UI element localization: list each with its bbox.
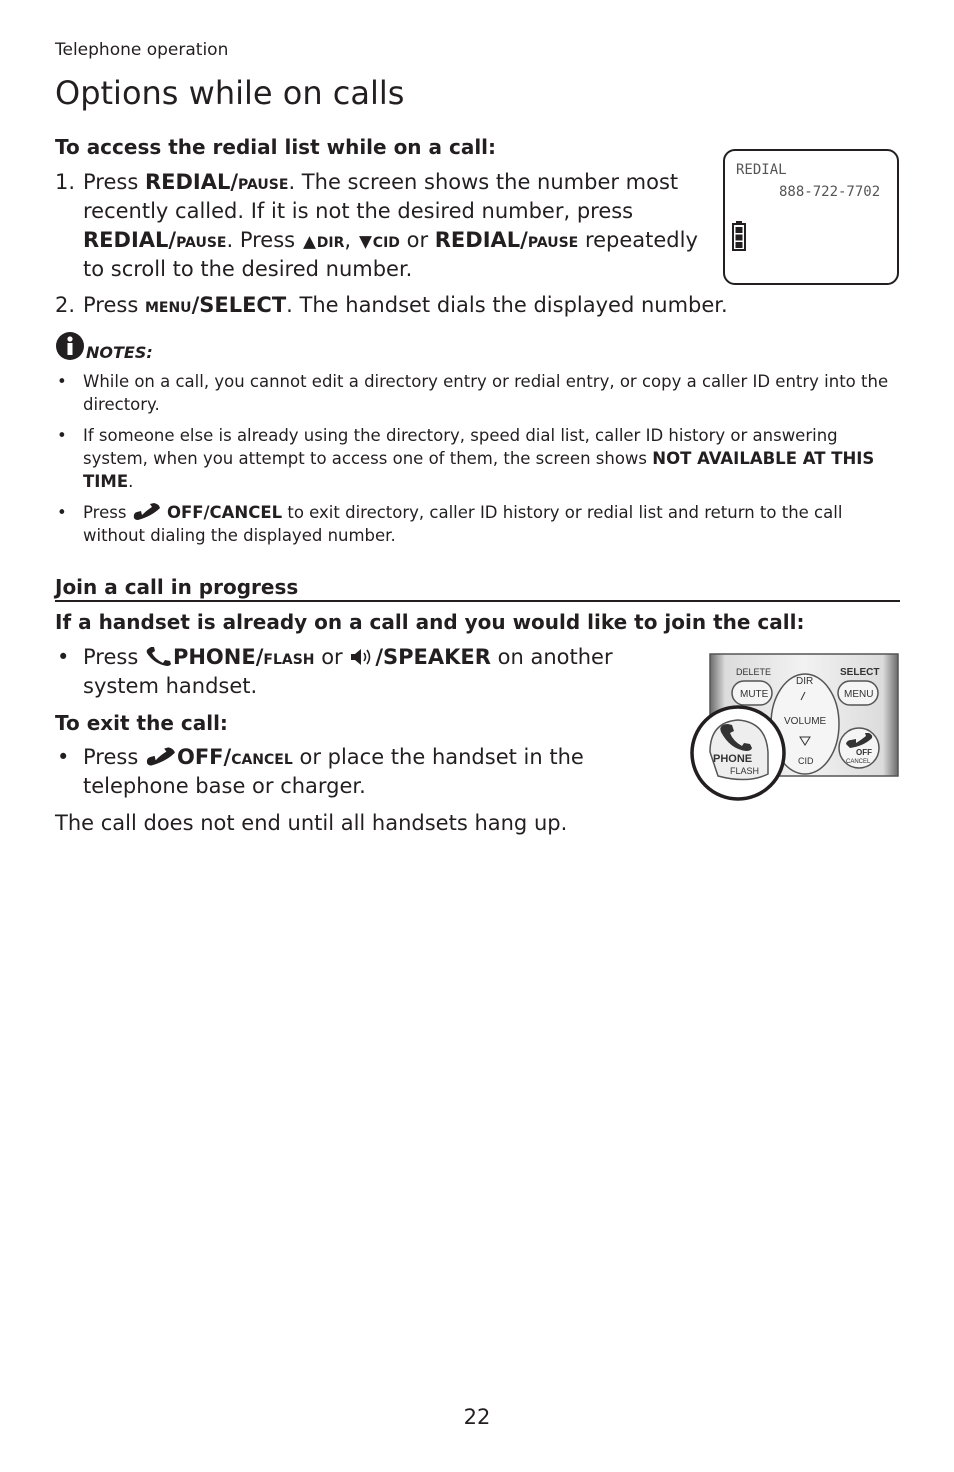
pause-key: pause (238, 171, 289, 194)
step-number: 1. (55, 170, 76, 194)
notes-list (55, 370, 900, 555)
section-divider (55, 600, 900, 602)
keypad-volume-label: VOLUME (784, 716, 827, 727)
menu-key: menu (144, 294, 192, 317)
call-end-note: The call does not end until all handsets hang up. (55, 811, 568, 835)
redial-step-1: 1. Press REDIAL/pause. The screen shows the number most recently called. If it is not the desired number, press REDIAL/pause. Press dir, cid or REDIAL/pause repeatedly to scroll to the desired number. (55, 170, 698, 281)
pause-key: pause (176, 229, 227, 252)
off-key: OFF/ (176, 745, 232, 769)
note-item: • If someone else is already using the directory, speed dial list, caller ID history or answering system, when you attempt to access one of them, the screen shows NOT AVAILABLE AT THIS TIME. (55, 424, 900, 493)
note-item: • While on a call, you cannot edit a directory entry or redial entry, or copy a caller ID entry into the directory. (55, 370, 900, 416)
handset-screen (723, 149, 899, 285)
redial-heading: To access the redial list while on a call: (55, 135, 497, 159)
redial-key: REDIAL/ (144, 170, 239, 194)
step-number: 2. (55, 293, 76, 317)
page-title: Options while on calls (55, 74, 405, 112)
keypad-select-label: SELECT (840, 667, 880, 678)
note-item: • Press OFF/CANCEL to exit directory, caller ID history or redial list and return to the call without dialing the displayed number. (55, 501, 900, 547)
keypad-off-label: OFF (856, 748, 872, 757)
redial-steps (55, 168, 705, 284)
pause-key: pause (527, 229, 579, 252)
keypad-menu-label: MENU (844, 689, 874, 700)
keypad-cid-label: CID (798, 756, 814, 766)
handset-keypad-illustration (688, 652, 900, 802)
phone-off-icon (132, 503, 162, 521)
phone-off-icon (145, 747, 177, 767)
section-label: Telephone operation (55, 40, 229, 60)
notes-label: NOTES: (86, 343, 153, 362)
join-heading: Join a call in progress (55, 575, 299, 599)
down-arrow-icon (358, 235, 373, 250)
join-bullets (55, 643, 665, 701)
info-icon (55, 331, 85, 361)
battery-icon (732, 221, 746, 251)
exit-bullet: • Press OFF/cancel or place the handset in the telephone base or charger. (55, 743, 665, 801)
flash-key: flash (263, 646, 315, 669)
exit-bullets (55, 743, 665, 801)
speaker-key: /SPEAKER (375, 645, 491, 669)
exit-heading: To exit the call: (55, 711, 228, 735)
up-arrow-icon (302, 235, 317, 250)
keypad-delete-label: DELETE (736, 667, 772, 677)
keypad-mute-label: MUTE (740, 689, 769, 700)
screen-line-2: 888-722-7702 (779, 184, 881, 200)
cancel-key: cancel (231, 746, 293, 769)
keypad-dir-label: DIR (796, 676, 814, 687)
cid-key: cid (372, 229, 400, 252)
keypad-flash-label: FLASH (730, 766, 760, 776)
redial-key: REDIAL/ (83, 228, 177, 252)
keypad-phone-label: PHONE (713, 753, 753, 765)
speaker-icon (349, 647, 375, 667)
screen-line-1: REDIAL (736, 162, 787, 178)
join-bullet: • Press PHONE/flash or /SPEAKER on another system handset. (55, 643, 665, 701)
select-key: /SELECT (191, 293, 287, 317)
join-subheading: If a handset is already on a call and you would like to join the call: (55, 610, 805, 634)
phone-key: PHONE/ (172, 645, 264, 669)
page-number: 22 (463, 1405, 491, 1429)
phone-icon (145, 647, 173, 667)
redial-steps-2 (55, 291, 915, 320)
dir-key: dir (316, 229, 345, 252)
redial-step-2: 2. Press menu/SELECT. The handset dials the displayed number. (55, 291, 915, 320)
keypad-cancel-label: CANCEL (846, 759, 871, 765)
redial-key: REDIAL/ (434, 228, 528, 252)
